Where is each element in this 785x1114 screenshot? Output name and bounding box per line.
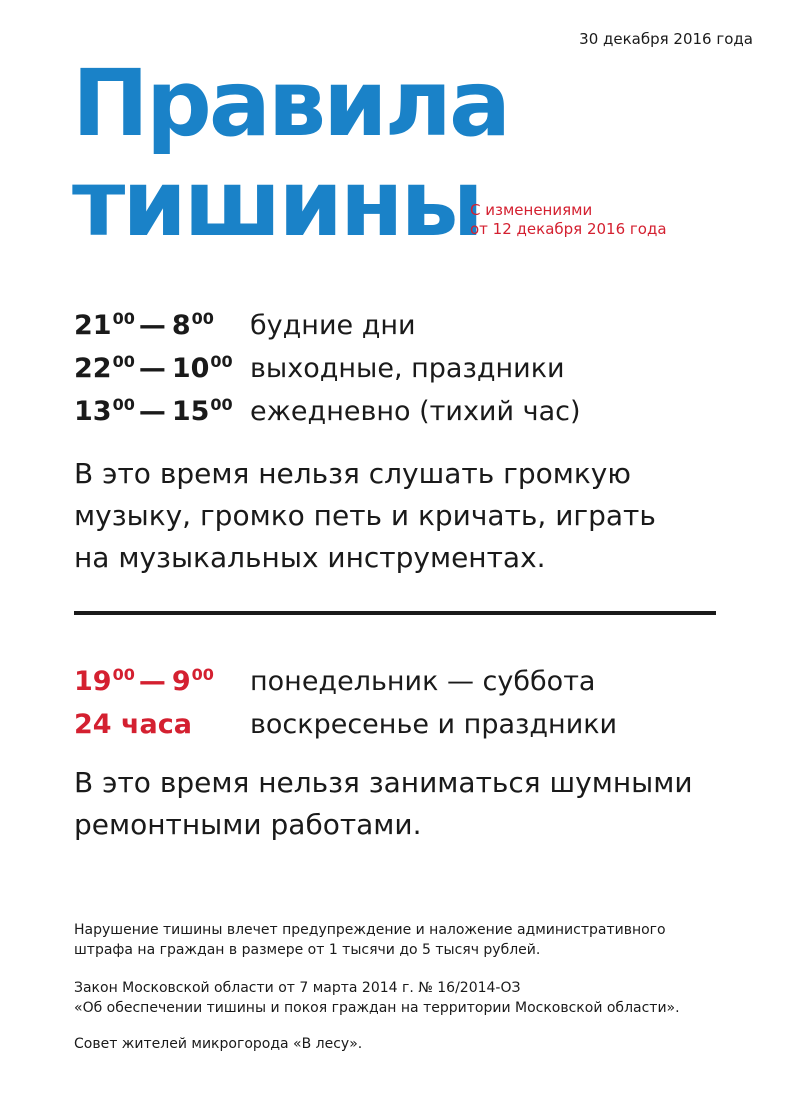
law-reference: Закон Московской области от 7 марта 2014 г. № 16/2014-ОЗ «Об обеспечении тишины и покоя граждан на территории Московской области». [74, 980, 680, 1016]
schedule-label: выходные, праздники [250, 353, 565, 384]
repair-rule-text: В это время нельзя заниматься шумными ремонтными работами. [74, 766, 693, 841]
time-range: $13^{00}$ — $15^{00}$ [74, 395, 233, 427]
schedule-label: будние дни [250, 310, 416, 341]
schedule-row-weekdays [74, 304, 754, 347]
section-divider [74, 611, 716, 615]
time-range: 24 часа [74, 709, 192, 740]
amendment-line-1: С изменениями [470, 201, 593, 219]
amendment-line-2: от 12 декабря 2016 года [470, 220, 667, 238]
quiet-hours-schedule [74, 304, 754, 433]
schedule-row-sunday [74, 703, 754, 746]
time-range: $22^{00}$ — $10^{00}$ [74, 352, 233, 384]
schedule-label: воскресенье и праздники [250, 709, 618, 740]
schedule-row-weekends [74, 347, 754, 390]
schedule-row-nap [74, 390, 754, 433]
amendment-note [470, 201, 667, 239]
title-line-2: тишины [72, 150, 481, 257]
title-line-1: Правила [72, 50, 509, 157]
time-range: $21^{00}$ — $8^{00}$ [74, 309, 214, 341]
document-date: 30 декабря 2016 года [579, 30, 753, 48]
quiet-rule-text: В это время нельзя слушать громкую музыку, громко петь и кричать, играть на музыкальных инструментах. [74, 457, 656, 574]
repair-hours-schedule [74, 660, 754, 746]
time-range: $19^{00}$ — $9^{00}$ [74, 665, 214, 697]
schedule-label: ежедневно (тихий час) [250, 396, 581, 427]
penalty-note: Нарушение тишины влечет предупреждение и наложение административного штрафа на граждан в размере от 1 тысячи до 5 тысяч рублей. [74, 922, 666, 958]
signature: Совет жителей микрогорода «В лесу». [74, 1036, 363, 1052]
schedule-label: понедельник — суббота [250, 666, 596, 697]
schedule-row-mon-sat [74, 660, 754, 703]
